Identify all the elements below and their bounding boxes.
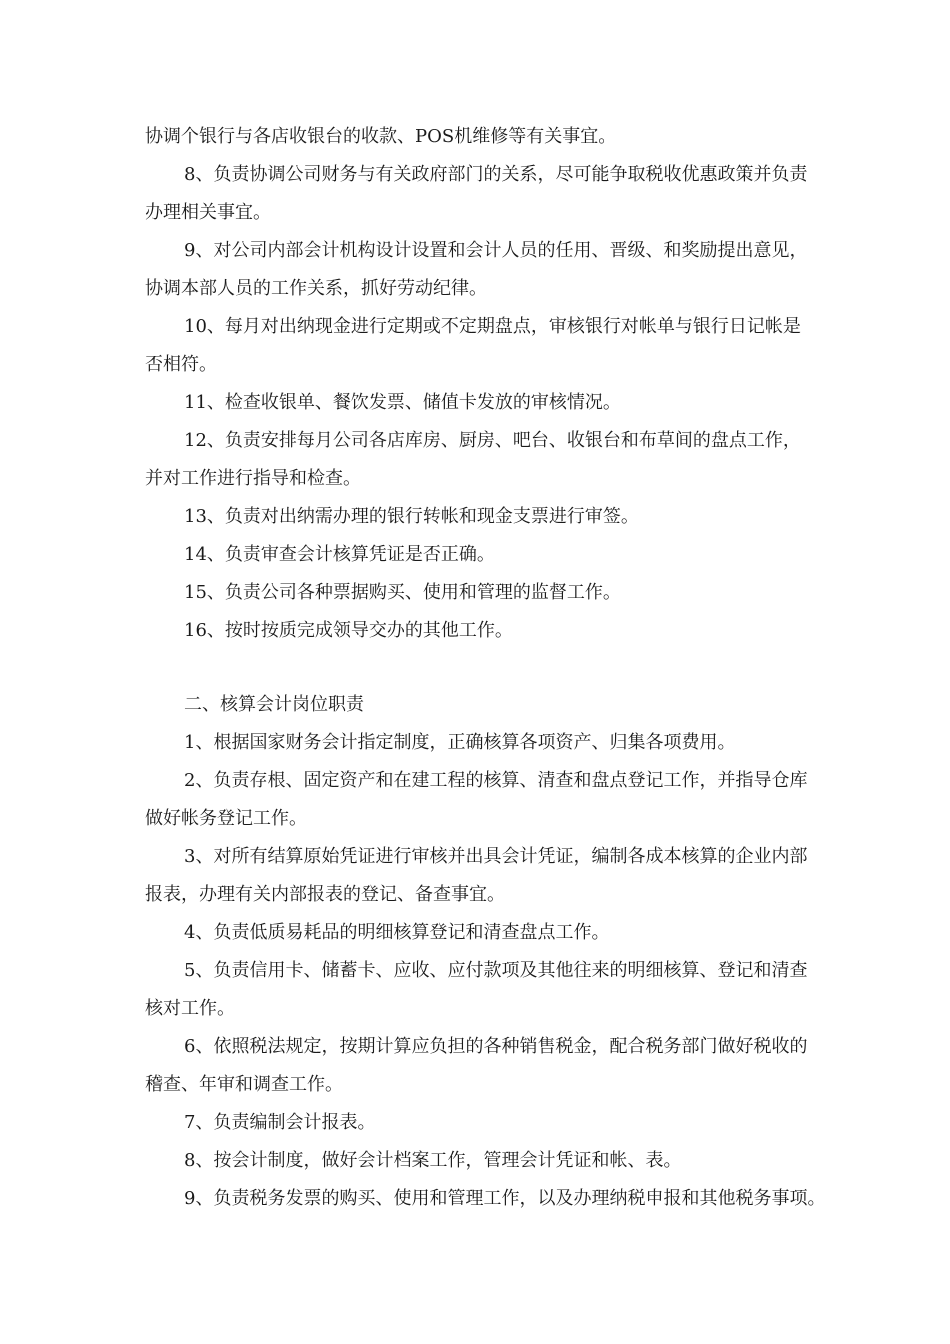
paragraph-line: 1、根据国家财务会计指定制度，正确核算各项资产、归集各项费用。: [184, 732, 736, 753]
paragraph-line: 做好帐务登记工作。: [145, 808, 307, 829]
paragraph-line: 报表，办理有关内部报表的登记、备查事宜。: [145, 884, 505, 905]
paragraph-line: 办理相关事宜。: [145, 202, 271, 223]
paragraph-line: 9、对公司内部会计机构设计设置和会计人员的任用、晋级、和奖励提出意见，: [184, 240, 808, 261]
paragraph-line: 3、对所有结算原始凭证进行审核并出具会计凭证，编制各成本核算的企业内部: [184, 846, 808, 867]
section-2-accounting-duties: [0, 686, 950, 1218]
paragraph-line: 13、负责对出纳需办理的银行转帐和现金支票进行审签。: [184, 506, 639, 527]
paragraph-line: 14、负责审查会计核算凭证是否正确。: [184, 544, 495, 565]
paragraph-line: 15、负责公司各种票据购买、使用和管理的监督工作。: [184, 582, 621, 603]
document-body: [0, 118, 950, 1218]
paragraph-line: 协调个银行与各店收银台的收款、POS机维修等有关事宜。: [145, 126, 617, 147]
paragraph-line: 核对工作。: [145, 998, 235, 1019]
section-1-tail: [0, 118, 950, 650]
paragraph-line: 10、每月对出纳现金进行定期或不定期盘点，审核银行对帐单与银行日记帐是: [184, 316, 801, 337]
paragraph-line: 2、负责存根、固定资产和在建工程的核算、清查和盘点登记工作，并指导仓库: [184, 770, 808, 791]
paragraph-line: 16、按时按质完成领导交办的其他工作。: [184, 620, 513, 641]
section-heading: 二、核算会计岗位职责: [184, 694, 364, 715]
paragraph-line: 并对工作进行指导和检查。: [145, 468, 361, 489]
paragraph-line: 5、负责信用卡、储蓄卡、应收、应付款项及其他往来的明细核算、登记和清查: [184, 960, 808, 981]
paragraph-line: 协调本部人员的工作关系，抓好劳动纪律。: [145, 278, 487, 299]
paragraph-line: 9、负责税务发票的购买、使用和管理工作，以及办理纳税申报和其他税务事项。: [184, 1188, 826, 1209]
paragraph-line: 7、负责编制会计报表。: [184, 1112, 376, 1133]
paragraph-line: 8、按会计制度，做好会计档案工作，管理会计凭证和帐、表。: [184, 1150, 682, 1171]
paragraph-line: 12、负责安排每月公司各店库房、厨房、吧台、收银台和布草间的盘点工作，: [184, 430, 801, 451]
paragraph-line: 否相符。: [145, 354, 217, 375]
paragraph-line: 11、检查收银单、餐饮发票、储值卡发放的审核情况。: [184, 392, 621, 413]
paragraph-line: 6、依照税法规定，按期计算应负担的各种销售税金，配合税务部门做好税收的: [184, 1036, 808, 1057]
paragraph-line: 4、负责低质易耗品的明细核算登记和清查盘点工作。: [184, 922, 610, 943]
paragraph-line: 8、负责协调公司财务与有关政府部门的关系，尽可能争取税收优惠政策并负责: [184, 164, 808, 185]
section-gap: [0, 650, 950, 686]
paragraph-line: 稽查、年审和调查工作。: [145, 1074, 343, 1095]
